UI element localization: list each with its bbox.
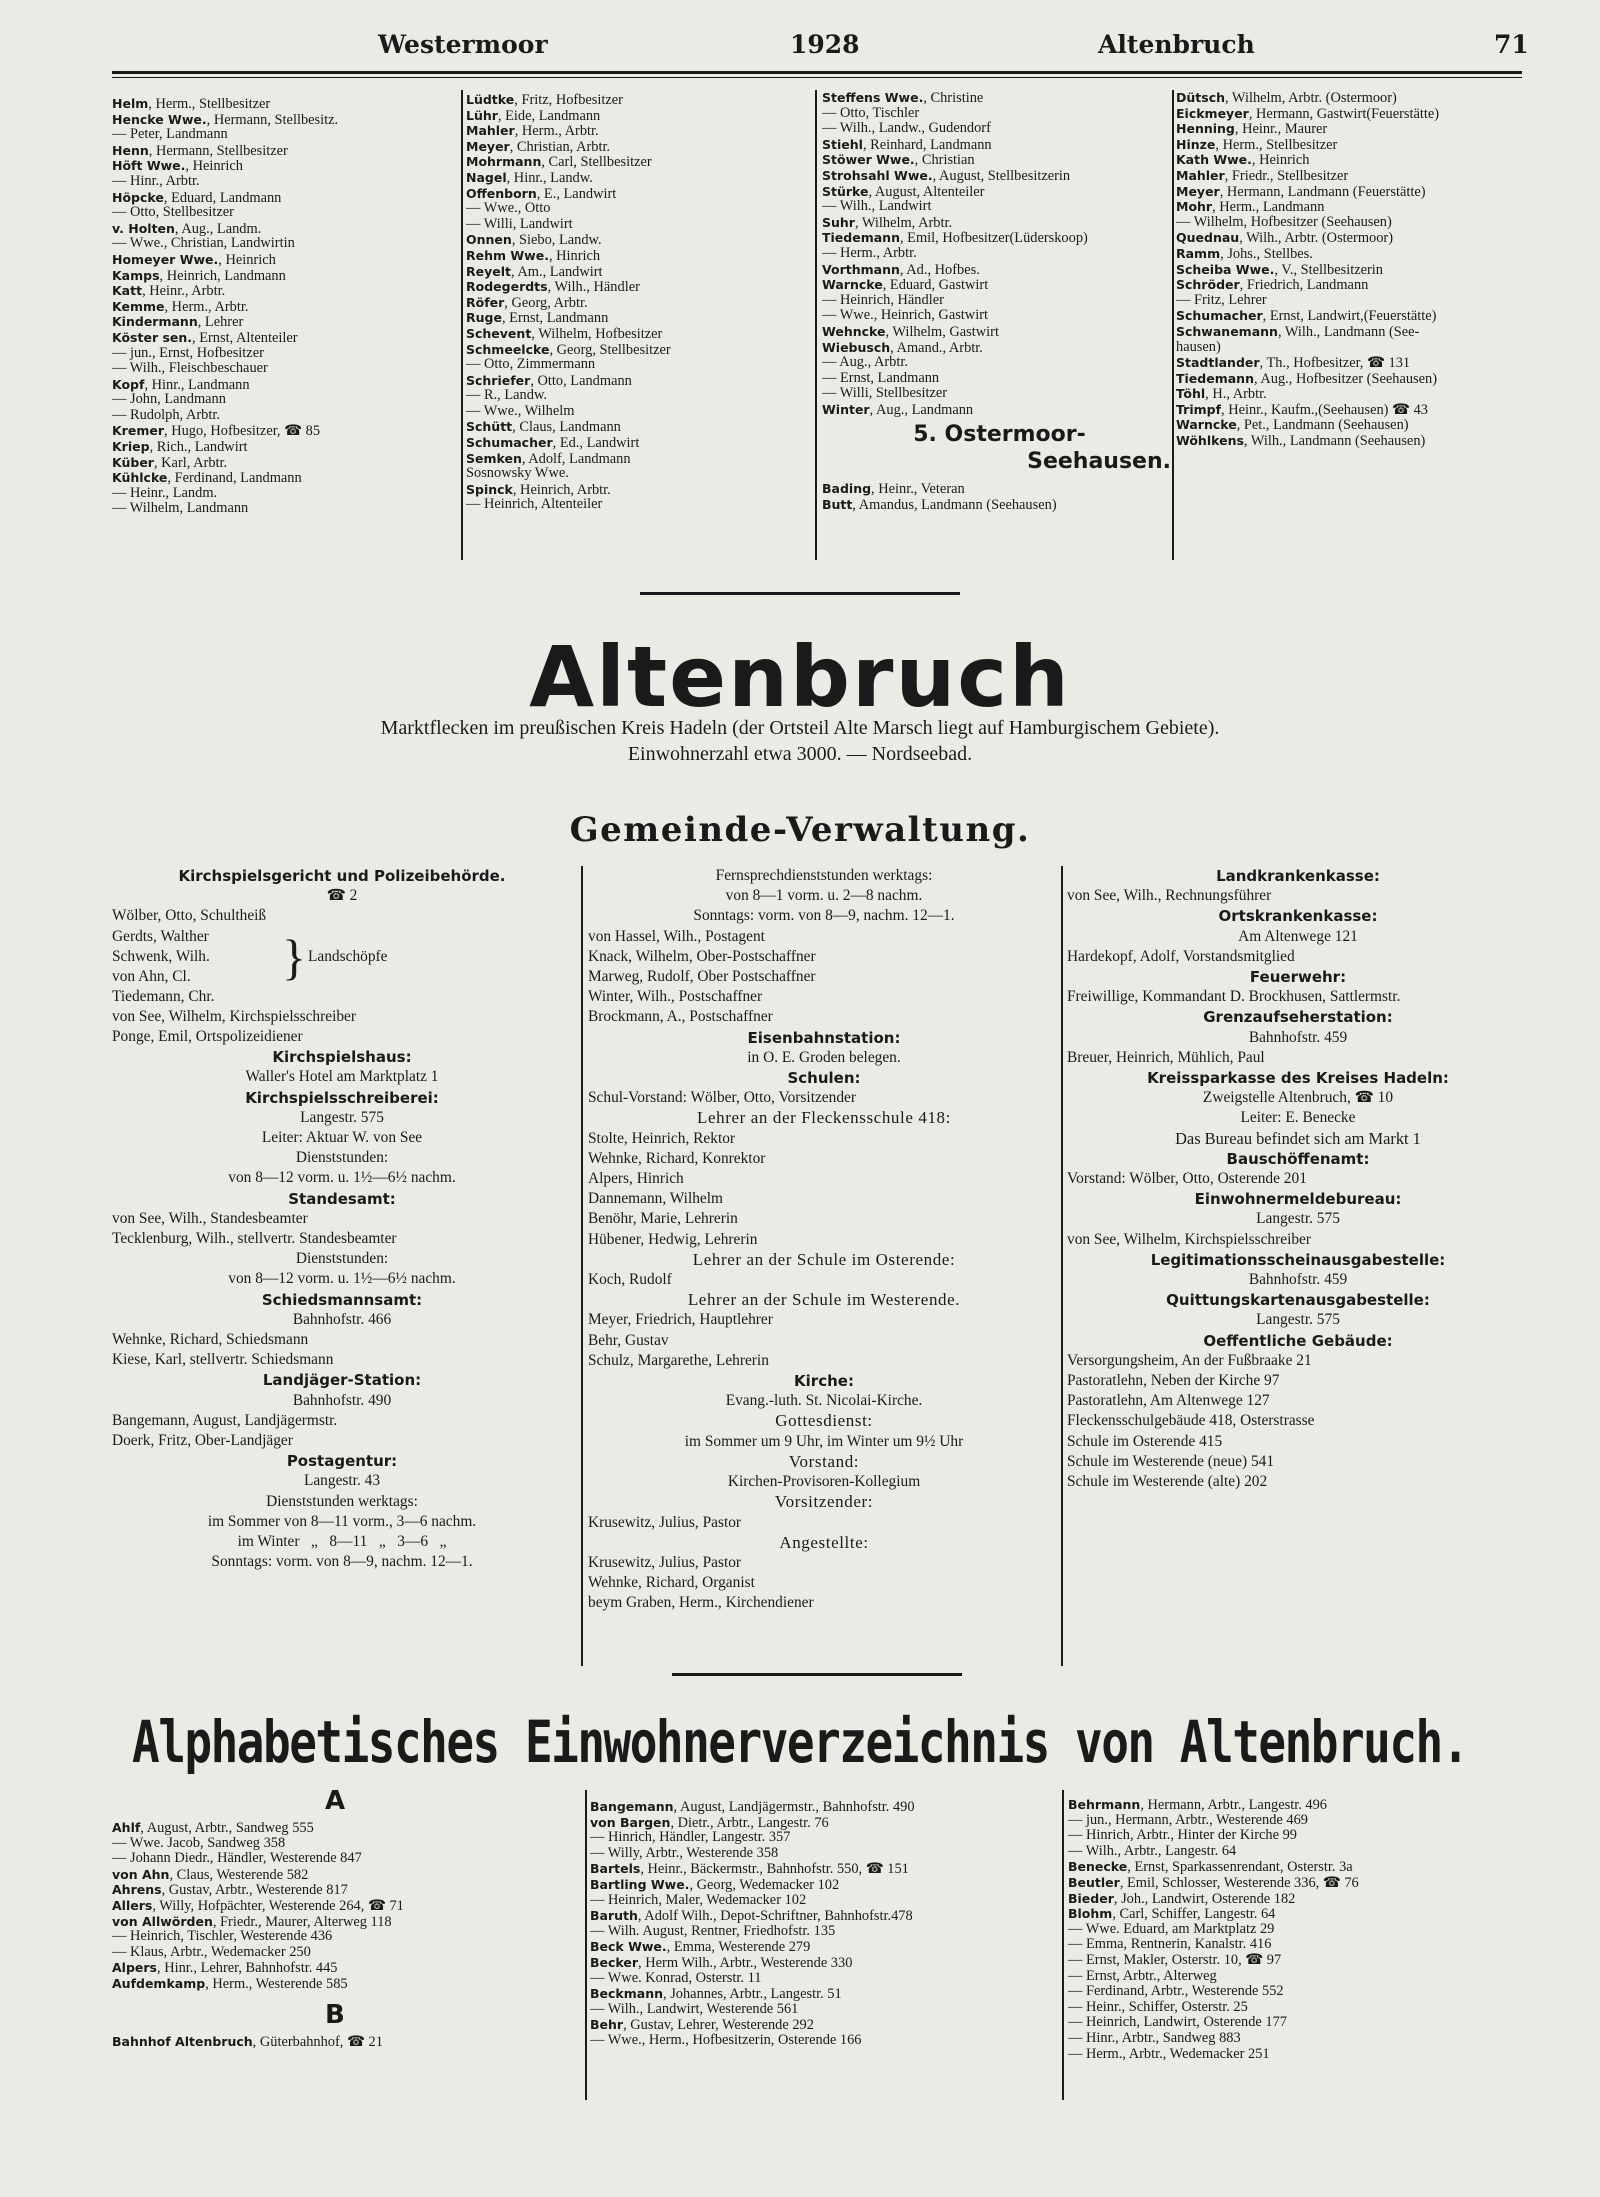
list-item: Suhr, Wilhelm, Arbtr. (822, 214, 953, 231)
list-item: Homeyer Wwe., Heinrich (112, 251, 276, 268)
list-item: — Ferdinand, Arbtr., Westerende 552 (1068, 1983, 1284, 2000)
list-item: Stöwer Wwe., Christian (822, 152, 975, 169)
list-item: Bading, Heinr., Veteran (822, 481, 965, 498)
column-divider (461, 90, 463, 560)
list-item: — Herm., Arbtr. (822, 244, 917, 261)
list-item: — Wilh., Landw., Gudendorf (822, 120, 991, 137)
heading-kreissparkasse: Kreissparkasse des Kreises Hadeln: (1147, 1069, 1449, 1088)
list-item: — Wilhelm, Landmann (112, 500, 249, 517)
entry: Krusewitz, Julius, Pastor (588, 1553, 742, 1571)
heading-landjaeger-station: Landjäger-Station: (262, 1371, 422, 1390)
list-item: Ahlf, August, Arbtr., Sandweg 555 (112, 1820, 314, 1836)
heading-ortskrankenkasse: Ortskrankenkasse: (1218, 907, 1378, 926)
entry: Meyer, Friedrich, Hauptlehrer (588, 1311, 773, 1329)
entry: Schule im Westerende (neue) 541 (1067, 1452, 1275, 1470)
list-item: Töhl, H., Arbtr. (1176, 386, 1267, 403)
list-item: Eickmeyer, Hermann, Gastwirt(Feuerstätte) (1176, 105, 1440, 122)
list-item: Tiedemann, Emil, Hofbesitzer(Lüderskoop) (822, 230, 1088, 247)
entry: im Sommer von 8—11 vorm., 3—6 nachm. (207, 1512, 477, 1530)
column-divider (815, 90, 817, 560)
list-item: — Ernst, Arbtr., Alterweg (1068, 1967, 1217, 1984)
list-item: von Bargen, Dietr., Arbtr., Langestr. 76 (590, 1814, 829, 1831)
list-item: Höpcke, Eduard, Landmann (112, 189, 282, 206)
list-item: Becker, Herm Wilh., Arbtr., Westerende 330 (590, 1954, 853, 1971)
list-item: Stürke, August, Altenteiler (822, 183, 985, 200)
list-item: Quednau, Wilh., Arbtr. (Ostermoor) (1176, 230, 1394, 247)
list-item: Steffens Wwe., Christine (822, 90, 984, 106)
entry: Hübener, Hedwig, Lehrerin (588, 1230, 758, 1248)
entry: Langestr. 575 (1256, 1311, 1340, 1329)
entry: Alpers, Hinrich (588, 1170, 684, 1188)
entry: von See, Wilhelm, Kirchspielsschreiber (1067, 1230, 1312, 1248)
entry: Wehnke, Richard, Konrektor (588, 1149, 766, 1167)
list-item: Stadtlander, Th., Hofbesitzer, ☎ 131 (1176, 355, 1411, 372)
entry: Freiwillige, Kommandant D. Brockhusen, Sattlermstr. (1067, 988, 1401, 1006)
entry: Langestr. 575 (1256, 1210, 1340, 1228)
list-item: Lüdtke, Fritz, Hofbesitzer (466, 92, 623, 108)
entry: Winter, Wilh., Postschaffner (588, 988, 763, 1006)
entry: beym Graben, Herm., Kirchendiener (588, 1594, 814, 1612)
heading-postagentur: Postagentur: (286, 1452, 398, 1471)
list-item: Butt, Amandus, Landmann (Seehausen) (822, 497, 1057, 513)
entry: Evang.-luth. St. Nicolai-Kirche. (725, 1392, 923, 1410)
list-item: Scheiba Wwe., V., Stellbesitzerin (1176, 261, 1383, 278)
section-rule (672, 1673, 962, 1676)
list-item: Nagel, Hinr., Landw. (466, 169, 593, 186)
list-item: hausen) (1176, 338, 1221, 355)
list-item: — Willi, Landwirt (466, 215, 573, 232)
list-item: Küber, Karl, Arbtr. (112, 454, 228, 471)
list-item: Helm, Herm., Stellbesitzer (112, 96, 271, 112)
entry: Fernsprechdienststunden werktags: (715, 867, 933, 884)
list-item: — Ernst, Landmann (822, 369, 940, 386)
heading-feuerwehr: Feuerwehr: (1249, 968, 1347, 987)
list-item: — Klaus, Arbtr., Wedemacker 250 (112, 1943, 311, 1960)
heading-eisenbahnstation: Eisenbahnstation: (747, 1028, 901, 1047)
entry: Marweg, Rudolf, Ober Postschaffner (588, 968, 816, 986)
entry: Sonntags: vorm. von 8—9, nachm. 12—1. (693, 907, 955, 925)
list-item: Schevent, Wilhelm, Hofbesitzer (466, 325, 663, 342)
list-item: Bieder, Joh., Landwirt, Osterende 182 (1068, 1890, 1296, 1907)
heading-oeffentliche-gebaeude: Oeffentliche Gebäude: (1203, 1331, 1393, 1350)
subheading-osterende: Lehrer an der Schule im Osterende: (692, 1249, 956, 1269)
list-item: — Wwe. Eduard, am Marktplatz 29 (1068, 1920, 1275, 1937)
list-item: — Wilh., Arbtr., Langestr. 64 (1068, 1842, 1237, 1859)
subheading-fleckensschule: Lehrer an der Fleckensschule 418: (697, 1108, 951, 1128)
entry: Wehnke, Richard, Organist (588, 1574, 755, 1592)
entry: Dienststunden: (295, 1149, 389, 1167)
list-item: Kühlcke, Ferdinand, Landmann (112, 470, 302, 487)
entry: Kiese, Karl, stellvertr. Schiedsmann (112, 1351, 334, 1369)
list-item: v. Holten, Aug., Landm. (112, 220, 262, 237)
list-item: — Wwe., Heinrich, Gastwirt (822, 307, 988, 324)
list-item: — Wwe., Christian, Landwirtin (112, 235, 295, 252)
landschoepfe-group (112, 927, 572, 987)
list-item: — Ernst, Makler, Osterstr. 10, ☎ 97 (1068, 1951, 1282, 1968)
entry: Bangemann, August, Landjägermstr. (112, 1411, 338, 1429)
entry: Doerk, Fritz, Ober-Landjäger (112, 1432, 293, 1450)
entry: Waller's Hotel am Marktplatz 1 (245, 1068, 439, 1086)
list-item: Kopf, Hinr., Landmann (112, 376, 250, 393)
entry: Zweigstelle Altenbruch, ☎ 10 (1202, 1089, 1394, 1107)
town-title: Altenbruch (529, 628, 1071, 726)
list-item: — jun., Ernst, Hofbesitzer (112, 344, 264, 361)
list-item: Offenborn, E., Landwirt (466, 185, 617, 202)
column-divider (581, 866, 583, 1666)
entry: Tecklenburg, Wilh., stellvertr. Standesbeamter (112, 1230, 397, 1248)
list-item: Baruth, Adolf Wilh., Depot-Schriftner, Bahnhofstr.478 (590, 1908, 913, 1925)
list-item: — Aug., Arbtr. (822, 354, 908, 371)
directory-heading: Alphabetisches Einwohnerverzeichnis von Altenbruch. (132, 1708, 1468, 1776)
list-item: Henning, Heinr., Maurer (1176, 121, 1328, 138)
heading-quittungskarten: Quittungskartenausgabestelle: (1166, 1291, 1430, 1310)
heading-standesamt: Standesamt: (288, 1189, 396, 1208)
entry: von 8—12 vorm. u. 1½—6½ nachm. (228, 1169, 456, 1187)
entry: Vorstand: Wölber, Otto, Osterende 201 (1067, 1170, 1307, 1188)
list-item: Hinze, Herm., Stellbesitzer (1176, 136, 1338, 153)
entry: Leiter: E. Benecke (1240, 1109, 1356, 1127)
list-item: — Wwe., Otto (466, 200, 551, 217)
list-item: Meyer, Christian, Arbtr. (466, 138, 611, 155)
list-item: Strohsahl Wwe., August, Stellbesitzerin (822, 167, 1071, 184)
entry: von 8—12 vorm. u. 1½—6½ nachm. (228, 1270, 456, 1288)
westermoor-column-1 (112, 96, 457, 517)
list-item: — Hinr., Arbtr. (112, 172, 200, 189)
entry: Versorgungsheim, An der Fußbraake 21 (1067, 1351, 1312, 1369)
directory-column-1-b (112, 2034, 582, 2050)
list-item: — Wwe. Konrad, Osterstr. 11 (590, 1969, 762, 1986)
entry: von See, Wilhelm, Kirchspielsschreiber (112, 1007, 357, 1025)
entry: Langestr. 43 (303, 1472, 381, 1490)
running-header (0, 24, 1600, 64)
entry: Das Bureau befindet sich am Markt 1 (1175, 1128, 1421, 1148)
list-item: Kemme, Herm., Arbtr. (112, 298, 249, 315)
entry: Schule im Westerende (alte) 202 (1067, 1473, 1268, 1491)
list-item: von Allwörden, Friedr., Maurer, Alterweg 118 (112, 1913, 392, 1930)
entry: Langestr. 575 (300, 1108, 384, 1126)
directory-column-2 (590, 1799, 1058, 2049)
directory-column-1-a (112, 1820, 582, 1992)
list-item: Röfer, Georg, Arbtr. (466, 294, 588, 311)
entry: Gerdts, Walther (112, 927, 209, 945)
list-item: Henn, Hermann, Stellbesitzer (112, 142, 288, 159)
list-item: Aufdemkamp, Herm., Westerende 585 (112, 1975, 348, 1992)
header-rule-thin (112, 77, 1522, 78)
phone-number: ☎ 2 (326, 887, 358, 905)
westermoor-column-3 (822, 90, 1177, 513)
list-item: Mahler, Herm., Arbtr. (466, 123, 599, 140)
subheading-vorsitzender: Vorsitzender: (774, 1492, 874, 1512)
heading-kirchspielsgericht: Kirchspielsgericht und Polizeibehörde. (178, 867, 506, 885)
entry: Am Altenwege 121 (1238, 927, 1358, 945)
list-item: — Heinrich, Händler (822, 291, 944, 308)
list-item: — Wwe., Herm., Hofbesitzerin, Osterende 166 (590, 2031, 862, 2048)
list-item: Schumacher, Ed., Landwirt (466, 435, 640, 452)
list-item: Allers, Willy, Hofpächter, Westerende 264, ☎ 71 (112, 1897, 404, 1914)
entry: Koch, Rudolf (588, 1271, 672, 1289)
entry: Fleckensschulgebäude 418, Osterstrasse (1067, 1412, 1315, 1430)
entry: Leiter: Aktuar W. von See (261, 1129, 423, 1147)
section-rule (640, 592, 960, 595)
entry: im Winter „ 8—11 „ 3—6 „ (237, 1533, 447, 1551)
list-item: Semken, Adolf, Landmann (466, 450, 631, 467)
subheading-angestellte: Angestellte: (779, 1532, 869, 1552)
brace-symbol: } (282, 928, 306, 985)
list-item: — Willi, Stellbesitzer (822, 385, 948, 402)
header-right: Altenbruch (1098, 30, 1255, 59)
list-item: Höft Wwe., Heinrich (112, 158, 243, 175)
list-item: Kindermann, Lehrer (112, 314, 244, 331)
list-item: — Heinr., Schiffer, Osterstr. 25 (1068, 1998, 1248, 2015)
header-rule (112, 71, 1522, 74)
heading-landkrankenkasse: Landkrankenkasse: (1216, 867, 1380, 885)
heading-bauschoeffenamt: Bauschöffenamt: (1226, 1149, 1370, 1168)
list-item: — Heinrich, Altenteiler (466, 496, 603, 513)
list-item: — Fritz, Lehrer (1176, 291, 1267, 308)
list-item: Sosnowsky Wwe. (466, 465, 569, 482)
entry: Dannemann, Wilhelm (588, 1190, 724, 1208)
entry: im Sommer um 9 Uhr, im Winter um 9½ Uhr (684, 1432, 964, 1450)
list-item: Schmeelcke, Georg, Stellbesitzer (466, 341, 671, 358)
list-item: — Otto, Zimmermann (466, 356, 596, 373)
list-item: Kremer, Hugo, Hofbesitzer, ☎ 85 (112, 423, 321, 440)
list-item: Vorthmann, Ad., Hofbes. (822, 261, 980, 278)
list-item: Blohm, Carl, Schiffer, Langestr. 64 (1068, 1906, 1276, 1923)
list-item: Mahler, Friedr., Stellbesitzer (1176, 167, 1349, 184)
entry: Sonntags: vorm. von 8—9, nachm. 12—1. (211, 1553, 473, 1571)
entry: Schulz, Margarethe, Lehrerin (588, 1351, 769, 1369)
directory-column-3 (1068, 1797, 1528, 2062)
list-item: — jun., Hermann, Arbtr., Westerende 469 (1068, 1811, 1308, 1828)
verwaltung-left-column (112, 866, 572, 1573)
column-divider (585, 1790, 587, 2100)
list-item: Beckmann, Johannes, Arbtr., Langestr. 51 (590, 1986, 842, 2003)
section-heading-seehausen: Seehausen. (1027, 449, 1171, 475)
entry: Bahnhofstr. 466 (292, 1310, 392, 1328)
entry: Brockmann, A., Postschaffner (588, 1008, 773, 1026)
list-item: Alpers, Hinr., Lehrer, Bahnhofstr. 445 (112, 1960, 338, 1977)
entry: Pastoratlehn, Am Altenwege 127 (1067, 1392, 1270, 1410)
westermoor-column-2 (466, 92, 816, 513)
list-item: Schriefer, Otto, Landmann (466, 372, 632, 389)
entry: Dienststunden werktags: (266, 1492, 418, 1510)
list-item: — John, Landmann (112, 391, 226, 408)
list-item: — Otto, Tischler (822, 104, 920, 121)
list-item: — Wilh., Landwirt, Westerende 561 (590, 2000, 799, 2017)
list-item: Beck Wwe., Emma, Westerende 279 (590, 1939, 811, 1956)
entry: Bahnhofstr. 459 (1248, 1271, 1348, 1289)
list-item: Stiehl, Reinhard, Landmann (822, 136, 992, 153)
list-item: Schütt, Claus, Landmann (466, 419, 621, 436)
list-item: Rodegerdts, Wilh., Händler (466, 279, 640, 296)
list-item: Winter, Aug., Landmann (822, 401, 974, 418)
letter-heading-b: B (325, 2000, 345, 2030)
list-item: Spinck, Heinrich, Arbtr. (466, 481, 611, 498)
list-item: Schwanemann, Wilh., Landmann (See- (1176, 323, 1420, 340)
entry: Bahnhofstr. 490 (292, 1391, 392, 1409)
column-divider (1172, 90, 1174, 560)
entry: Kirchen-Provisoren-Kollegium (727, 1473, 921, 1491)
town-subtitle-1: Marktflecken im preußischen Kreis Hadeln (der Ortsteil Alte Marsch liegt auf Hamburgischem Gebiete). (380, 717, 1220, 739)
list-item: Rehm Wwe., Hinrich (466, 247, 601, 264)
list-item: Mohr, Herm., Landmann (1176, 199, 1325, 216)
letter-heading-a: A (325, 1786, 346, 1816)
list-item: Ahrens, Gustav, Arbtr., Westerende 817 (112, 1882, 348, 1899)
entry: von Hassel, Wilh., Postagent (588, 927, 765, 945)
entry: Stolte, Heinrich, Rektor (588, 1129, 736, 1147)
list-item: Mohrmann, Carl, Stellbesitzer (466, 154, 652, 171)
list-item: — Heinrich, Tischler, Westerende 436 (112, 1928, 333, 1945)
list-item: Benecke, Ernst, Sparkassenrendant, Osterstr. 3a (1068, 1859, 1353, 1876)
heading-kirche: Kirche: (794, 1372, 854, 1391)
list-item: Katt, Heinr., Arbtr. (112, 283, 226, 300)
verwaltung-middle-column (588, 866, 1060, 1614)
entry: Schwenk, Wilh. (112, 947, 210, 965)
list-item: Kriep, Rich., Landwirt (112, 439, 248, 456)
list-item: — Willy, Arbtr., Westerende 358 (590, 1844, 779, 1861)
entry: Wehnke, Richard, Schiedsmann (112, 1331, 309, 1349)
entry: Wölber, Otto, Schultheiß (112, 907, 267, 925)
town-subtitle-2: Einwohnerzahl etwa 3000. — Nordseebad. (627, 743, 973, 765)
entry: Schul-Vorstand: Wölber, Otto, Vorsitzender (588, 1089, 856, 1107)
list-item: — Heinrich, Landwirt, Osterende 177 (1068, 2014, 1287, 2031)
list-item: Köster sen., Ernst, Altenteiler (112, 329, 298, 346)
entry: von Ahn, Cl. (112, 968, 191, 986)
subheading-westerende: Lehrer an der Schule im Westerende. (687, 1290, 961, 1310)
verwaltung-right-column (1067, 866, 1529, 1492)
list-item: Schröder, Friedrich, Landmann (1176, 277, 1369, 294)
section-heading-ostermoor: 5. Ostermoor- (913, 422, 1086, 448)
entry: von See, Wilh., Standesbeamter (112, 1209, 308, 1227)
list-item: — Wilhelm, Hofbesitzer (Seehausen) (1176, 213, 1392, 230)
list-item: Bangemann, August, Landjägermstr., Bahnhofstr. 490 (590, 1799, 915, 1815)
list-item: — Wilh., Landwirt (822, 198, 932, 215)
entry: Dienststunden: (295, 1250, 389, 1268)
list-item: Behr, Gustav, Lehrer, Westerende 292 (590, 2017, 814, 2034)
list-item: — Otto, Stellbesitzer (112, 204, 234, 221)
heading-kirchspielsschreiberei: Kirchspielsschreiberei: (245, 1088, 439, 1107)
list-item: Onnen, Siebo, Landw. (466, 232, 602, 249)
list-item: Kamps, Heinrich, Landmann (112, 267, 286, 284)
list-item: — Peter, Landmann (112, 126, 228, 143)
header-year: 1928 (790, 30, 860, 59)
list-item: — Heinr., Landm. (112, 484, 218, 501)
list-item: — Rudolph, Arbtr. (112, 406, 220, 423)
list-item: Trimpf, Heinr., Kaufm.,(Seehausen) ☎ 43 (1176, 401, 1428, 418)
list-item: Bartling Wwe., Georg, Wedemacker 102 (590, 1876, 840, 1893)
entry: von 8—1 vorm. u. 2—8 nachm. (725, 887, 923, 905)
list-item: — Wilh., Fleischbeschauer (112, 360, 268, 377)
entry: Benöhr, Marie, Lehrerin (588, 1210, 738, 1228)
heading-grenzaufseherstation: Grenzaufseherstation: (1203, 1008, 1393, 1027)
list-item: — Herm., Arbtr., Wedemacker 251 (1068, 2045, 1270, 2062)
heading-legitimationsschein: Legitimationsscheinausgabestelle: (1150, 1250, 1446, 1269)
list-item: Wöhlkens, Wilh., Landmann (Seehausen) (1176, 433, 1426, 449)
list-item: Kath Wwe., Heinrich (1176, 152, 1310, 169)
subheading-vorstand: Vorstand: (788, 1451, 860, 1471)
entry: Ponge, Emil, Ortspolizeidiener (112, 1028, 303, 1046)
entry: in O. E. Groden belegen. (747, 1048, 901, 1066)
entry: Pastoratlehn, Neben der Kirche 97 (1067, 1372, 1280, 1390)
list-item: Bahnhof Altenbruch, Güterbahnhof, ☎ 21 (112, 2034, 383, 2050)
list-item: — Hinrich, Händler, Langestr. 357 (590, 1829, 791, 1846)
gemeinde-verwaltung-heading: Gemeinde-Verwaltung. (569, 810, 1031, 850)
list-item: — Emma, Rentnerin, Kanalstr. 416 (1068, 1936, 1272, 1953)
heading-schulen: Schulen: (787, 1069, 861, 1088)
list-item: — R., Landw. (466, 387, 548, 404)
list-item: Behrmann, Hermann, Arbtr., Langestr. 496 (1068, 1797, 1327, 1813)
list-item: — Hinrich, Arbtr., Hinter der Kirche 99 (1068, 1827, 1297, 1844)
heading-einwohnermeldebureau: Einwohnermeldebureau: (1194, 1190, 1402, 1209)
list-item: Hencke Wwe., Hermann, Stellbesitz. (112, 111, 339, 128)
entry: Knack, Wilhelm, Ober-Postschaffner (588, 947, 816, 965)
list-item: Meyer, Hermann, Landmann (Feuerstätte) (1176, 183, 1426, 200)
list-item: — Wwe., Wilhelm (466, 402, 575, 419)
list-item: Ramm, Johs., Stellbes. (1176, 245, 1313, 262)
subheading-gottesdienst: Gottesdienst: (775, 1411, 873, 1431)
list-item: — Wwe. Jacob, Sandweg 358 (112, 1834, 286, 1851)
list-item: — Heinrich, Maler, Wedemacker 102 (590, 1891, 807, 1908)
column-divider (1062, 1790, 1064, 2100)
list-item: Beutler, Emil, Schlosser, Westerende 336, ☎ 76 (1068, 1874, 1359, 1891)
list-item: Bartels, Heinr., Bäckermstr., Bahnhofstr. 550, ☎ 151 (590, 1861, 909, 1878)
entry: Hardekopf, Adolf, Vorstandsmitglied (1067, 947, 1295, 965)
list-item: Wiebusch, Amand., Arbtr. (822, 339, 983, 356)
list-item: Tiedemann, Aug., Hofbesitzer (Seehausen) (1176, 370, 1438, 387)
entry: Tiedemann, Chr. (112, 987, 215, 1005)
list-item: Dütsch, Wilhelm, Arbtr. (Ostermoor) (1176, 90, 1397, 106)
westermoor-column-4 (1176, 90, 1528, 449)
entry: von See, Wilh., Rechnungsführer (1067, 887, 1272, 905)
heading-kirchspielshaus: Kirchspielshaus: (272, 1048, 412, 1067)
list-item: Warncke, Pet., Landmann (Seehausen) (1176, 417, 1409, 434)
list-item: — Johann Diedr., Händler, Westerende 847 (112, 1850, 362, 1867)
list-item: Ruge, Ernst, Landmann (466, 310, 609, 327)
entry: Behr, Gustav (588, 1331, 669, 1349)
header-left: Westermoor (378, 30, 548, 59)
list-item: Schumacher, Ernst, Landwirt,(Feuerstätte) (1176, 308, 1437, 325)
list-item: von Ahn, Claus, Westerende 582 (112, 1866, 309, 1883)
entry: Schule im Osterende 415 (1067, 1432, 1223, 1450)
brace-label: Landschöpfe (308, 947, 388, 965)
column-divider (1061, 866, 1063, 1666)
list-item: Wehncke, Wilhelm, Gastwirt (822, 323, 999, 340)
page-number: 71 (1494, 30, 1529, 59)
entry: Krusewitz, Julius, Pastor (588, 1513, 742, 1531)
list-item: Reyelt, Am., Landwirt (466, 263, 603, 280)
list-item: — Wilh. August, Rentner, Friedhofstr. 135 (590, 1922, 836, 1939)
list-item: Lühr, Eide, Landmann (466, 107, 601, 124)
entry: Bahnhofstr. 459 (1248, 1028, 1348, 1046)
list-item: — Hinr., Arbtr., Sandweg 883 (1068, 2029, 1241, 2046)
heading-schiedsmannsamt: Schiedsmannsamt: (261, 1290, 423, 1309)
list-item: Warncke, Eduard, Gastwirt (822, 277, 989, 294)
entry: Breuer, Heinrich, Mühlich, Paul (1067, 1048, 1265, 1066)
